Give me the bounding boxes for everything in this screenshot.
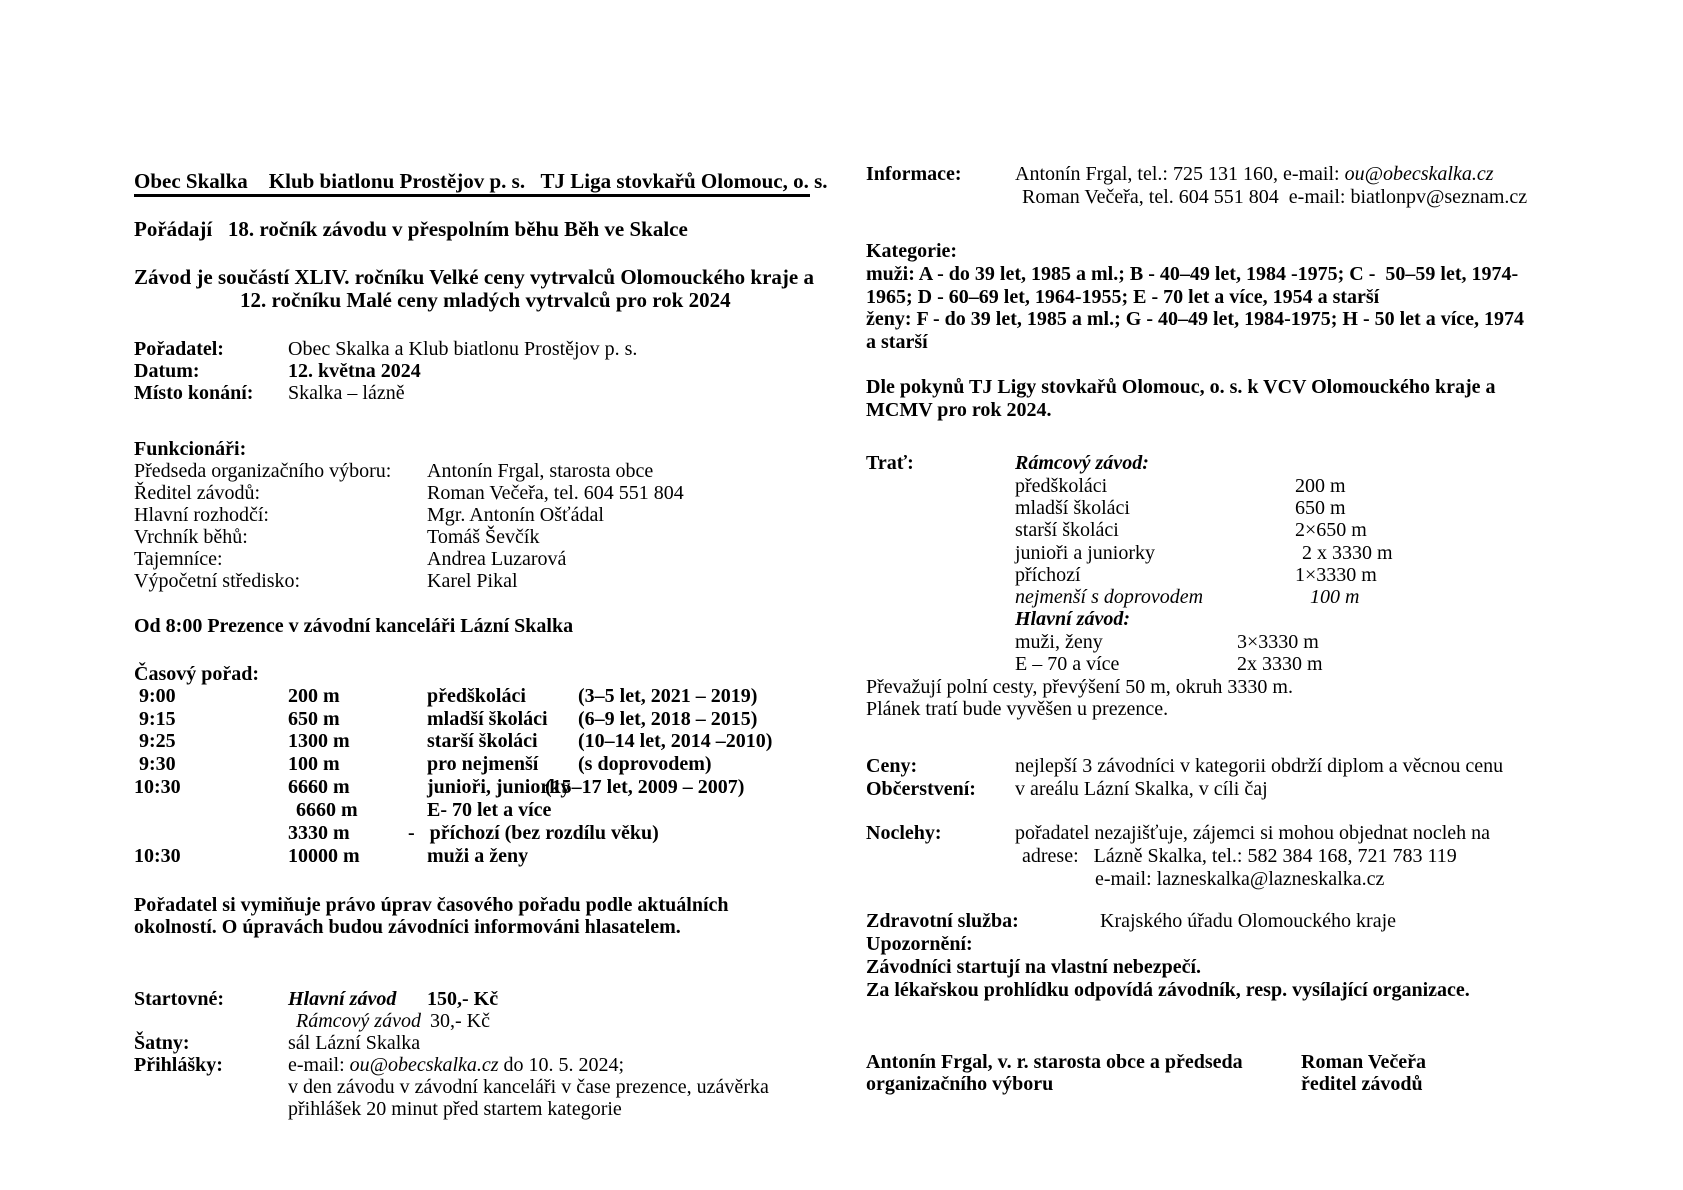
entries-line-3: přihlášek 20 minut před startem kategorie xyxy=(288,1098,622,1120)
categories-women-line-1: ženy: F - do 39 let, 1985 a ml.; G - 40–49 let, 1984-1975; H - 50 let a více, 1974 xyxy=(866,308,1525,330)
track-note-2: Plánek tratí bude vyvěšen u prezence. xyxy=(866,698,1169,720)
venue-value: Skalka – lázně xyxy=(288,382,405,404)
schedule-time: 10:30 xyxy=(134,776,181,798)
track-label: Trať: xyxy=(866,452,914,474)
schedule-distance: 200 m xyxy=(288,685,340,707)
schedule-category: muži a ženy xyxy=(427,845,529,867)
official-name: Andrea Luzarová xyxy=(427,548,567,570)
schedule-distance: 1300 m xyxy=(288,730,350,752)
categories-men-line-1: muži: A - do 39 let, 1985 a ml.; B - 40–49 let, 1984 -1975; C - 50–59 let, 1974- xyxy=(866,263,1519,285)
lodging-label: Noclehy: xyxy=(866,822,942,844)
signature-right-line-1: Roman Večeřa xyxy=(1301,1051,1426,1073)
track-distance: 100 m xyxy=(1310,586,1360,608)
official-role: Výpočetní středisko: xyxy=(134,570,301,592)
entries-label: Přihlášky: xyxy=(134,1054,223,1076)
categories-men-line-2: 1965; D - 60–69 let, 1964-1955; E - 70 let a více, 1954 a starší xyxy=(866,286,1380,308)
warning-heading: Upozornění: xyxy=(866,933,973,955)
info-line-1 xyxy=(1015,163,1494,185)
schedule-distance: 10000 m xyxy=(288,845,360,867)
track-distance: 2×650 m xyxy=(1295,519,1367,541)
schedule-category: starší školáci xyxy=(427,730,538,752)
track-distance: 1×3330 m xyxy=(1295,564,1377,586)
organizer-value: Obec Skalka a Klub biatlonu Prostějov p. s. xyxy=(288,338,638,360)
official-name: Antonín Frgal, starosta obce xyxy=(427,460,654,482)
lodging-line-3: e-mail: lazneskalka@lazneskalka.cz xyxy=(1095,868,1385,890)
official-role: Předseda organizačního výboru: xyxy=(134,460,392,482)
warning-line-1: Závodníci startují na vlastní nebezpečí. xyxy=(866,956,1202,978)
info-contact-1: Antonín Frgal, tel.: 725 131 160, e-mail: xyxy=(1015,163,1345,185)
rules-line-1: Dle pokynů TJ Ligy stovkařů Olomouc, o. s. k VCV Olomouckého kraje a xyxy=(866,376,1496,398)
series-line-1: Závod je součástí XLIV. ročníku Velké ceny vytrvalců Olomouckého kraje a xyxy=(134,265,814,289)
schedule-ages: (3–5 let, 2021 – 2019) xyxy=(578,685,758,707)
schedule-distance: 3330 m xyxy=(288,822,350,844)
official-role: Vrchník běhů: xyxy=(134,526,248,548)
official-name: Roman Večeřa, tel. 604 551 804 xyxy=(427,482,684,504)
schedule-distance: 6660 m xyxy=(296,799,358,821)
categories-women-line-2: a starší xyxy=(866,331,928,353)
official-name: Tomáš Ševčík xyxy=(427,526,540,548)
entries-email-suffix: do 10. 5. 2024; xyxy=(498,1054,625,1076)
signature-right-line-2: ředitel závodů xyxy=(1301,1073,1423,1095)
disclaimer-line-2: okolností. O úpravách budou závodníci informováni hlasatelem. xyxy=(134,916,681,938)
info-label: Informace: xyxy=(866,163,962,185)
signature-left-line-2: organizačního výboru xyxy=(866,1073,1054,1095)
schedule-category: - příchozí (bez rozdílu věku) xyxy=(408,822,659,844)
schedule-category: předškoláci xyxy=(427,685,526,707)
track-category: nejmenší s doprovodem xyxy=(1015,586,1204,608)
track-category: příchozí xyxy=(1015,564,1081,586)
schedule-ages: (15–17 let, 2009 – 2007) xyxy=(545,776,745,798)
schedule-ages: (s doprovodem) xyxy=(578,753,712,775)
track-category: muži, ženy xyxy=(1015,631,1103,653)
organizer-line: Pořádají 18. ročník závodu v přespolním běhu Běh ve Skalce xyxy=(134,217,688,241)
schedule-ages: (6–9 let, 2018 – 2015) xyxy=(578,708,758,730)
entries-line-2: v den závodu v závodní kanceláři v čase prezence, uzávěrka xyxy=(288,1076,769,1098)
changing-rooms-label: Šatny: xyxy=(134,1032,190,1054)
lodging-line-2: adrese: Lázně Skalka, tel.: 582 384 168, 721 783 119 xyxy=(1022,845,1457,867)
schedule-ages: (10–14 let, 2014 –2010) xyxy=(578,730,773,752)
organizer-label: Pořadatel: xyxy=(134,338,224,360)
official-role: Ředitel závodů: xyxy=(134,482,261,504)
track-distance: 3×3330 m xyxy=(1237,631,1319,653)
track-category: předškoláci xyxy=(1015,475,1108,497)
schedule-distance: 6660 m xyxy=(288,776,350,798)
track-category: mladší školáci xyxy=(1015,497,1130,519)
fees-label: Startovné: xyxy=(134,988,224,1010)
schedule-heading: Časový pořad: xyxy=(134,663,260,685)
prizes-label: Ceny: xyxy=(866,755,918,777)
track-category: junioři a juniorky xyxy=(1015,542,1155,564)
schedule-category: mladší školáci xyxy=(427,708,548,730)
track-frame-heading: Rámcový závod: xyxy=(1015,452,1149,474)
venue-label: Místo konání: xyxy=(134,382,254,404)
disclaimer-line-1: Pořadatel si vymiňuje právo úprav časového pořadu podle aktuálních xyxy=(134,894,729,916)
schedule-category: junioři, juniorky xyxy=(427,776,571,798)
date-label: Datum: xyxy=(134,360,200,382)
refreshments-value: v areálu Lázní Skalka, v cíli čaj xyxy=(1015,778,1268,800)
changing-rooms-value: sál Lázní Skalka xyxy=(288,1032,421,1054)
fees-frame-race-value: 30,- Kč xyxy=(430,1010,490,1032)
series-line-2: 12. ročníku Malé ceny mladých vytrvalců pro rok 2024 xyxy=(240,288,731,312)
date-value: 12. května 2024 xyxy=(288,360,421,382)
schedule-time: 9:30 xyxy=(139,753,176,775)
fees-frame-race-label: Rámcový závod xyxy=(296,1010,421,1032)
entries-line-1 xyxy=(288,1054,624,1076)
schedule-category: E- 70 let a více xyxy=(427,799,552,821)
schedule-time: 10:30 xyxy=(134,845,181,867)
track-category: E – 70 a více xyxy=(1015,653,1120,675)
schedule-distance: 100 m xyxy=(288,753,340,775)
schedule-time: 9:25 xyxy=(139,730,176,752)
schedule-time: 9:15 xyxy=(139,708,176,730)
track-distance: 2x 3330 m xyxy=(1237,653,1323,675)
official-name: Mgr. Antonín Ošťádal xyxy=(427,504,604,526)
medical-value: Krajského úřadu Olomouckého kraje xyxy=(1100,910,1397,932)
rules-line-2: MCMV pro rok 2024. xyxy=(866,399,1052,421)
info-email-1: ou@obecskalka.cz xyxy=(1344,163,1494,185)
refreshments-label: Občerstvení: xyxy=(866,778,976,800)
schedule-category: pro nejmenší xyxy=(427,753,539,775)
track-main-heading: Hlavní závod: xyxy=(1015,608,1130,630)
medical-label: Zdravotní služba: xyxy=(866,910,1019,932)
document-header: Obec Skalka Klub biatlonu Prostějov p. s. TJ Liga stovkařů Olomouc, o. s. xyxy=(134,170,810,197)
track-distance: 200 m xyxy=(1295,475,1346,497)
official-name: Karel Pikal xyxy=(427,570,518,592)
signature-left-line-1: Antonín Frgal, v. r. starosta obce a předseda xyxy=(866,1051,1243,1073)
entries-email-prefix: e-mail: xyxy=(288,1054,350,1076)
lodging-line-1: pořadatel nezajišťuje, zájemci si mohou objednat nocleh na xyxy=(1015,822,1491,844)
presence-line: Od 8:00 Prezence v závodní kanceláři Lázní Skalka xyxy=(134,615,574,637)
info-line-2: Roman Večeřa, tel. 604 551 804 e-mail: biatlonpv@seznam.cz xyxy=(1022,186,1528,208)
track-distance: 650 m xyxy=(1295,497,1346,519)
fees-main-race-value: 150,- Kč xyxy=(427,988,499,1010)
categories-heading: Kategorie: xyxy=(866,240,958,262)
track-note-1: Převažují polní cesty, převýšení 50 m, okruh 3330 m. xyxy=(866,676,1293,698)
official-role: Tajemníce: xyxy=(134,548,223,570)
track-category: starší školáci xyxy=(1015,519,1119,541)
prizes-value: nejlepší 3 závodníci v kategorii obdrží diplom a věcnou cenu xyxy=(1015,755,1504,777)
official-role: Hlavní rozhodčí: xyxy=(134,504,269,526)
entries-email: ou@obecskalka.cz xyxy=(349,1054,499,1076)
track-distance: 2 x 3330 m xyxy=(1302,542,1393,564)
officials-heading: Funkcionáři: xyxy=(134,438,247,460)
warning-line-2: Za lékařskou prohlídku odpovídá závodník, resp. vysílající organizace. xyxy=(866,979,1470,1001)
fees-main-race-label: Hlavní závod xyxy=(288,988,397,1010)
schedule-distance: 650 m xyxy=(288,708,340,730)
schedule-time: 9:00 xyxy=(139,685,176,707)
